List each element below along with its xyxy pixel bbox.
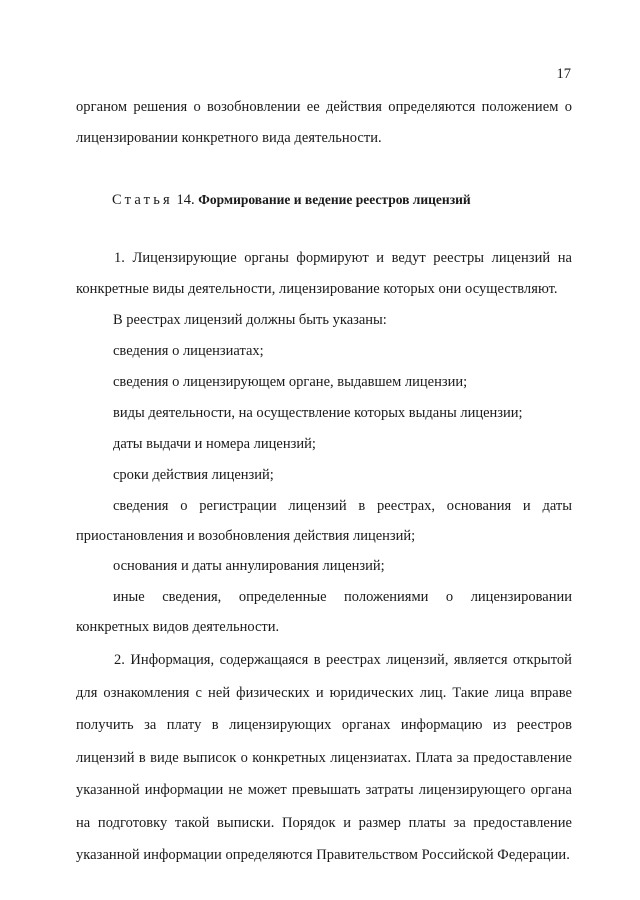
article-number: 14.: [176, 192, 195, 208]
intro-paragraph-block: [76, 92, 572, 154]
article-body: [76, 243, 572, 872]
list-item: основания и даты аннулирования лицензий;: [113, 558, 385, 574]
list-item: сроки действия лицензий;: [113, 467, 274, 483]
paragraph-2: 2. Информация, содержащаяся в реестрах лицензий, является открытой для ознакомления с ней физических и юридических лиц. Такие лица вправе получить за плату в лицензирующих органах информацию из реестров лицензий в виде выписок о конкретных лицензиатах. Плата за предоставление указанной информации не может превышать затраты лицензирующего органа на подготовку такой выписки. Порядок и размер платы за предоставление указанной информации определяются Правительством Российской Федерации.: [76, 652, 572, 863]
list-item: даты выдачи и номера лицензий;: [113, 436, 316, 452]
paragraph-1: 1. Лицензирующие органы формируют и ведут реестры лицензий на конкретные виды деятельности, лицензирование которых они осуществляют.: [76, 250, 572, 297]
article-title: Формирование и ведение реестров лицензий: [198, 192, 471, 207]
article-heading: [112, 184, 471, 216]
paragraph-1-lead: В реестрах лицензий должны быть указаны:: [113, 312, 387, 328]
list-item: сведения о регистрации лицензий в реестрах, основания и даты приостановления и возобновления действия лицензий;: [76, 498, 572, 544]
list-item: сведения о лицензирующем органе, выдавшем лицензии;: [113, 374, 468, 390]
intro-paragraph: органом решения о возобновлении ее действия определяются положением о лицензировании конкретного вида деятельности.: [76, 99, 572, 146]
list-item: виды деятельности, на осуществление которых выданы лицензии;: [113, 405, 523, 421]
article-label: Статья: [112, 192, 173, 208]
list-item: иные сведения, определенные положениями о лицензировании конкретных видов деятельности.: [76, 589, 572, 635]
page-number: 17: [556, 66, 571, 82]
list-item: сведения о лицензиатах;: [113, 343, 264, 359]
